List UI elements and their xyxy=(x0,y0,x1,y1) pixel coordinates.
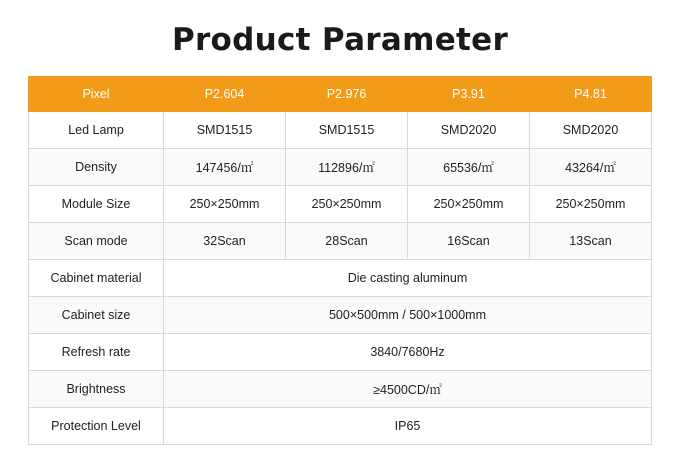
table-row xyxy=(29,260,652,297)
product-parameter-table xyxy=(28,76,652,445)
header-cell-pixel: Pixel xyxy=(29,77,164,112)
row-label-module-size: Module Size xyxy=(29,186,164,223)
table-header-row xyxy=(29,77,652,112)
cell-cabinet-material-value: Die casting aluminum xyxy=(164,260,652,297)
cell-refresh-rate-value: 3840/7680Hz xyxy=(164,334,652,371)
cell-scan-mode-p2604: 32Scan xyxy=(164,223,286,260)
row-label-cabinet-material: Cabinet material xyxy=(29,260,164,297)
row-label-density: Density xyxy=(29,149,164,186)
cell-density-p481: 43264/㎡ xyxy=(530,149,652,186)
cell-module-size-p2604: 250×250mm xyxy=(164,186,286,223)
header-cell-p391: P3.91 xyxy=(408,77,530,112)
row-label-protection-level: Protection Level xyxy=(29,408,164,445)
cell-scan-mode-p391: 16Scan xyxy=(408,223,530,260)
cell-scan-mode-p481: 13Scan xyxy=(530,223,652,260)
row-label-led-lamp: Led Lamp xyxy=(29,112,164,149)
cell-scan-mode-p2976: 28Scan xyxy=(286,223,408,260)
cell-led-lamp-p481: SMD2020 xyxy=(530,112,652,149)
cell-density-p2976: 112896/㎡ xyxy=(286,149,408,186)
row-label-cabinet-size: Cabinet size xyxy=(29,297,164,334)
cell-led-lamp-p2976: SMD1515 xyxy=(286,112,408,149)
table-row xyxy=(29,371,652,408)
table-row xyxy=(29,223,652,260)
cell-module-size-p481: 250×250mm xyxy=(530,186,652,223)
table-row xyxy=(29,149,652,186)
header-cell-p481: P4.81 xyxy=(530,77,652,112)
header-cell-p2604: P2.604 xyxy=(164,77,286,112)
row-label-brightness: Brightness xyxy=(29,371,164,408)
cell-led-lamp-p391: SMD2020 xyxy=(408,112,530,149)
cell-led-lamp-p2604: SMD1515 xyxy=(164,112,286,149)
table-row xyxy=(29,408,652,445)
table-row xyxy=(29,112,652,149)
cell-brightness-value: ≥4500CD/㎡ xyxy=(164,371,652,408)
cell-module-size-p2976: 250×250mm xyxy=(286,186,408,223)
table-row xyxy=(29,186,652,223)
row-label-refresh-rate: Refresh rate xyxy=(29,334,164,371)
cell-density-p391: 65536/㎡ xyxy=(408,149,530,186)
cell-protection-level-value: IP65 xyxy=(164,408,652,445)
table-row xyxy=(29,334,652,371)
spec-table-container xyxy=(28,76,652,445)
page-title: Product Parameter xyxy=(171,22,509,58)
row-label-scan-mode: Scan mode xyxy=(29,223,164,260)
header-cell-p2976: P2.976 xyxy=(286,77,408,112)
cell-density-p2604: 147456/㎡ xyxy=(164,149,286,186)
cell-module-size-p391: 250×250mm xyxy=(408,186,530,223)
cell-cabinet-size-value: 500×500mm / 500×1000mm xyxy=(164,297,652,334)
table-row xyxy=(29,297,652,334)
